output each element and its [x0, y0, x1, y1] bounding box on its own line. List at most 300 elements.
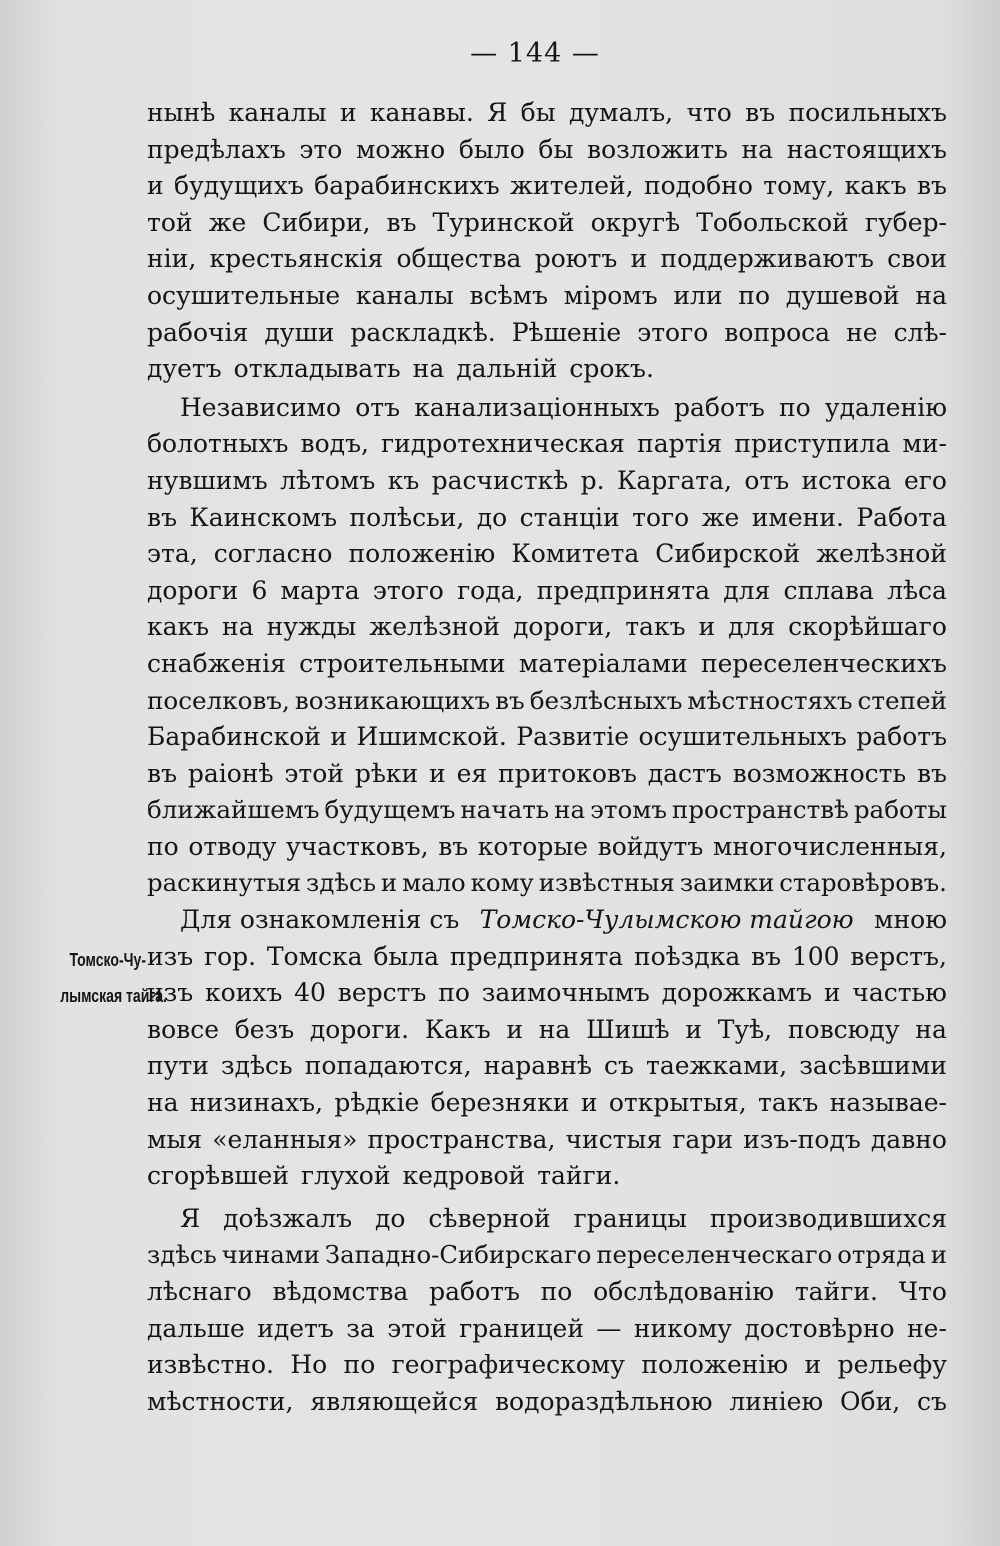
word: нынѣ: [147, 98, 216, 127]
word: мыя: [147, 1124, 203, 1154]
word: поѣздка: [633, 941, 741, 971]
text-line: [147, 646, 947, 683]
word: губер-: [864, 207, 947, 237]
text-line: [147, 719, 947, 756]
word: можно: [355, 134, 446, 164]
word: была: [373, 941, 440, 971]
word: предпринята: [449, 941, 624, 971]
word: водъ,: [300, 429, 369, 459]
word: такъ: [758, 1088, 819, 1118]
word: вовсе: [147, 1014, 219, 1044]
word: съ: [917, 1386, 947, 1416]
word: никому: [633, 1313, 732, 1343]
word: отводу: [188, 831, 277, 861]
word: чистыя: [565, 1124, 663, 1154]
word: за: [346, 1313, 375, 1343]
word: въ: [438, 831, 469, 861]
text-line: [147, 683, 947, 720]
word: для: [728, 612, 776, 642]
word: въ: [751, 941, 782, 971]
word: кедровой: [402, 1161, 526, 1191]
word: отъ: [355, 392, 401, 422]
word: по: [738, 280, 771, 310]
word: съ: [604, 1051, 634, 1081]
word: возможность: [732, 758, 907, 788]
word: на: [554, 795, 586, 825]
word: же: [701, 502, 740, 532]
text-line: [147, 463, 947, 500]
word: таежками,: [646, 1051, 788, 1081]
word: нувшимъ: [147, 465, 268, 495]
word: той: [147, 207, 193, 237]
text-line: [147, 390, 947, 427]
word: границы: [573, 1203, 687, 1233]
word: идетъ: [257, 1313, 334, 1343]
margin-note-line: лымская тайга.: [60, 986, 167, 1006]
word: этого: [372, 575, 444, 605]
word: до: [374, 1203, 406, 1233]
word: границей: [459, 1313, 585, 1343]
text-line: [147, 1384, 947, 1421]
word: производившихся: [709, 1203, 947, 1233]
word: поселковъ,: [147, 685, 290, 715]
text-line: [147, 829, 947, 866]
word: Сибирской: [655, 539, 801, 569]
word: многочисленныя,: [712, 831, 947, 861]
word: изъ-подъ: [743, 1124, 861, 1154]
text-line: [147, 573, 947, 610]
page-number: — 144 —: [470, 38, 600, 69]
word: низинахъ,: [189, 1088, 324, 1118]
word: Томска: [266, 941, 363, 971]
word: извѣстно.: [147, 1350, 274, 1380]
word: это: [299, 134, 343, 164]
word: души: [264, 317, 335, 347]
word: его: [903, 465, 947, 495]
word: болотныхъ: [147, 429, 289, 459]
word: переселенческихъ: [700, 648, 947, 678]
word: на: [412, 354, 445, 384]
word: Рѣшеніе: [511, 317, 622, 347]
word: отъ: [744, 465, 790, 495]
word: Развитіе: [516, 722, 630, 752]
word: лѣснаго: [147, 1277, 252, 1306]
word: р.: [580, 465, 605, 495]
word: здѣсь: [147, 1240, 217, 1270]
word: партія: [637, 429, 723, 459]
word: дальше: [147, 1313, 245, 1343]
text-line: [147, 1274, 947, 1311]
word: осушительные: [147, 280, 341, 310]
word: въ: [916, 171, 947, 201]
word: дастъ: [647, 758, 722, 788]
word: сгорѣвшей: [147, 1161, 290, 1191]
word: и: [698, 612, 716, 642]
word: въ: [745, 98, 776, 127]
word: до: [476, 502, 508, 532]
word: начать: [460, 795, 550, 825]
text-line: [147, 426, 947, 463]
word: въ: [147, 758, 177, 788]
word: верстъ: [337, 978, 427, 1008]
body-text: [147, 95, 947, 1420]
word: міромъ: [563, 280, 658, 310]
word: дороги: [147, 575, 239, 605]
word: Но: [290, 1350, 328, 1380]
word: бы: [520, 98, 556, 127]
word: Тобольской: [696, 207, 849, 237]
word: посильныхъ: [788, 98, 947, 127]
word: кому: [470, 868, 534, 898]
word: линіею: [729, 1386, 824, 1416]
word: степей: [857, 685, 947, 715]
word: —: [596, 1313, 622, 1343]
text-line: [147, 1012, 947, 1049]
word: крестьянскія: [209, 244, 384, 274]
word: жителей,: [510, 171, 634, 201]
word: округѣ: [590, 207, 681, 237]
word: работъ: [429, 1277, 520, 1306]
word: являющейся: [310, 1386, 479, 1416]
word: 100: [791, 941, 840, 971]
margin-note-line: Томско-Чу-: [69, 950, 146, 970]
word: каналы: [228, 98, 327, 127]
word: работъ: [674, 392, 765, 422]
word: здѣсь: [220, 1051, 293, 1081]
word: приступила: [734, 429, 891, 459]
word: по: [147, 831, 179, 861]
text-line: [147, 1201, 947, 1238]
word: не-: [907, 1313, 947, 1343]
word: для: [723, 575, 771, 605]
word: Шишѣ: [586, 1014, 670, 1044]
word: вопроса: [724, 317, 831, 347]
word: старовѣровъ.: [779, 868, 947, 898]
word: будущемъ: [324, 795, 456, 825]
word: 40: [294, 978, 326, 1008]
word: водораздѣльною: [494, 1386, 713, 1416]
word: пути: [147, 1051, 209, 1081]
word: имени.: [751, 502, 844, 532]
word: что: [686, 98, 732, 127]
word: Что: [898, 1277, 947, 1306]
text-line: [147, 315, 947, 352]
word: Работа: [856, 502, 947, 532]
word: пространства,: [367, 1124, 556, 1154]
word: рабочія: [147, 317, 249, 347]
word: дороги,: [513, 612, 613, 642]
word: сѣверной: [428, 1203, 551, 1233]
text-line: [147, 500, 947, 537]
word: частью: [852, 978, 947, 1008]
word: положенію: [641, 1350, 789, 1380]
word: дороги.: [309, 1014, 410, 1044]
word: здѣсь: [306, 868, 376, 898]
word: того: [632, 502, 690, 532]
word: березняки: [430, 1088, 570, 1118]
word: глухой: [301, 1161, 391, 1191]
word: давно: [870, 1124, 947, 1154]
word: матеріалами: [518, 648, 688, 678]
word: общества: [396, 244, 522, 274]
word: предпринята: [536, 575, 711, 605]
word: ближайшемъ: [147, 795, 320, 825]
word: вѣдомства: [272, 1277, 409, 1306]
word: снабженія: [147, 648, 286, 678]
word: раскладкѣ.: [350, 317, 496, 347]
word: истока: [801, 465, 892, 495]
text-line: [147, 1311, 947, 1348]
text-line: [147, 792, 947, 829]
word: работы: [853, 795, 947, 825]
word: въ: [495, 685, 525, 715]
word: и: [380, 868, 398, 898]
text-line: [147, 168, 947, 205]
word: переселенческаго: [596, 1240, 833, 1270]
word: и: [330, 722, 347, 752]
word: Я: [487, 98, 508, 127]
word: лѣтомъ: [280, 465, 376, 495]
word: и: [506, 1014, 524, 1044]
word: положенію: [348, 539, 496, 569]
word: на: [741, 134, 774, 164]
italic-term: Томско-Чулымскою тайгою: [479, 905, 854, 935]
word: этого: [637, 317, 709, 347]
word: называе-: [829, 1088, 947, 1118]
word: Комитета: [511, 539, 640, 569]
word: срокъ.: [569, 354, 654, 384]
word: коихъ: [205, 978, 283, 1008]
word: осушительныхъ: [638, 722, 847, 752]
text-segment: мною: [874, 905, 947, 935]
word: засѣвшими: [799, 1051, 947, 1081]
word: возникающихъ: [294, 685, 491, 715]
word: пространствѣ: [671, 795, 849, 825]
text-line: [147, 609, 947, 646]
text-line: [147, 1048, 947, 1085]
word: по: [438, 978, 470, 1008]
word: безъ: [234, 1014, 295, 1044]
word: поддерживаютъ: [660, 244, 874, 274]
text-line: [147, 205, 947, 242]
word: предѣлахъ: [147, 134, 286, 164]
word: гор.: [203, 941, 257, 971]
word: обслѣдованію: [593, 1277, 775, 1306]
word: и: [685, 1014, 702, 1044]
word: дуетъ: [147, 354, 222, 384]
word: этой: [387, 1313, 447, 1343]
word: возложить: [587, 134, 728, 164]
text-line: [147, 756, 947, 793]
word: заимочнымъ: [481, 978, 650, 1008]
word: не: [846, 317, 878, 347]
word: повсюду: [787, 1014, 900, 1044]
word: Барабинской: [147, 722, 321, 752]
word: такъ: [625, 612, 686, 642]
word: марта: [280, 575, 360, 605]
word: и: [930, 1240, 947, 1270]
word: какъ: [147, 612, 210, 642]
word: верстъ,: [850, 941, 947, 971]
word: сплава: [783, 575, 874, 605]
word: всѣмъ: [469, 280, 549, 310]
word: было: [458, 134, 525, 164]
word: Каргата,: [616, 465, 732, 495]
word: на: [538, 1014, 571, 1044]
word: раіонѣ: [187, 758, 274, 788]
word: роютъ: [534, 244, 618, 274]
text-line: [147, 241, 947, 278]
word: станціи: [519, 502, 620, 532]
text-line: [147, 1158, 947, 1195]
word: въ: [386, 207, 417, 237]
word: дальній: [456, 354, 558, 384]
word: настоящихъ: [786, 134, 947, 164]
word: которые: [477, 831, 589, 861]
word: Ишимской.: [356, 722, 507, 752]
word: Туѣ,: [717, 1014, 773, 1044]
word: или: [673, 280, 723, 310]
word: и: [580, 1088, 598, 1118]
word: и: [823, 978, 841, 1008]
word: откладывать: [233, 354, 401, 384]
word: эта,: [147, 539, 198, 569]
word: дорожкамъ: [661, 978, 813, 1008]
text-line: [147, 278, 947, 315]
word: и: [630, 244, 648, 274]
text-line: [147, 351, 947, 388]
word: каналы: [355, 280, 454, 310]
word: подобно: [643, 171, 753, 201]
word: же: [208, 207, 247, 237]
word: расчисткѣ: [431, 465, 569, 495]
word: лѣса: [887, 575, 947, 605]
word: попадаются,: [304, 1051, 472, 1081]
word: Туринской: [432, 207, 575, 237]
word: въ: [147, 502, 177, 532]
text-segment: Для ознакомленія съ: [180, 905, 460, 935]
word: «еланныя»: [212, 1124, 358, 1154]
word: желѣзной: [369, 612, 501, 642]
word: какъ: [844, 171, 907, 201]
text-line: [147, 939, 947, 976]
word: въ: [916, 758, 947, 788]
word: къ: [387, 465, 420, 495]
word: желѣзной: [816, 539, 947, 569]
word: слѣ-: [893, 317, 947, 347]
word: извѣстныя: [538, 868, 675, 898]
word: и: [339, 98, 357, 127]
word: безлѣсныхъ: [529, 685, 683, 715]
word: тому,: [763, 171, 835, 201]
word: гидротехническая: [381, 429, 625, 459]
text-line: [147, 1085, 947, 1122]
word: рельефу: [837, 1350, 947, 1380]
word: Каинскомъ: [189, 502, 337, 532]
word: изъ: [147, 941, 194, 971]
word: и: [429, 758, 446, 788]
word: на: [147, 1088, 179, 1118]
word: работъ: [856, 722, 947, 752]
word: удаленію: [824, 392, 947, 422]
word: Какъ: [424, 1014, 491, 1044]
word: заимки: [679, 868, 775, 898]
word: на: [915, 280, 947, 310]
word: 6: [251, 575, 268, 605]
word: рѣдкіе: [334, 1088, 420, 1118]
word: мало: [402, 868, 466, 898]
word: войдутъ: [597, 831, 704, 861]
word: этомъ: [590, 795, 667, 825]
word: душевой: [785, 280, 900, 310]
word: скорѣйшаго: [788, 612, 947, 642]
word: строительными: [299, 648, 506, 678]
word: на: [915, 1014, 947, 1044]
word: и: [147, 171, 164, 201]
margin-note: [60, 942, 167, 1014]
word: ми-: [902, 429, 947, 459]
word: участковъ,: [286, 831, 429, 861]
word: по: [343, 1350, 376, 1380]
word: Независимо: [180, 392, 342, 422]
text-line: [147, 902, 947, 939]
text-line: [147, 95, 947, 132]
word: раскинутыя: [147, 868, 302, 898]
word: барабинскихъ: [314, 171, 500, 201]
word: открытыя,: [608, 1088, 747, 1118]
word: чинами: [221, 1240, 320, 1270]
word: достовѣрно: [744, 1313, 895, 1343]
word: доѣзжалъ: [223, 1203, 353, 1233]
text-line: [147, 865, 947, 902]
word: географическому: [391, 1350, 625, 1380]
text-line: [147, 975, 947, 1012]
word: отряда: [837, 1240, 926, 1270]
word: гари: [672, 1124, 733, 1154]
text-line: [147, 1122, 947, 1159]
word: наравнѣ: [483, 1051, 592, 1081]
text-line: [147, 536, 947, 573]
word: думалъ,: [568, 98, 674, 127]
word: согласно: [213, 539, 333, 569]
word: канализаціонныхъ: [414, 392, 660, 422]
text-line: [147, 132, 947, 169]
word: полѣсьи,: [349, 502, 465, 532]
word: мѣстности,: [147, 1386, 294, 1416]
word: свои: [887, 244, 947, 274]
word: ніи,: [147, 244, 197, 274]
word: на: [222, 612, 254, 642]
word: Я: [180, 1203, 201, 1233]
word: Оби,: [840, 1386, 901, 1416]
word: ея: [456, 758, 488, 788]
word: мѣстностяхъ: [687, 685, 853, 715]
text-line: [147, 1237, 947, 1274]
word: по: [540, 1277, 573, 1306]
word: тайги.: [794, 1277, 878, 1306]
text-line: [147, 1347, 947, 1384]
word: рѣки: [354, 758, 419, 788]
word: Сибири,: [262, 207, 371, 237]
word: притоковъ: [498, 758, 637, 788]
word: этой: [284, 758, 344, 788]
word: и: [804, 1350, 822, 1380]
word: будущихъ: [174, 171, 304, 201]
word: изъ: [147, 978, 194, 1008]
word: Западно-Сибирскаго: [324, 1240, 592, 1270]
word: по: [778, 392, 811, 422]
word: бы: [538, 134, 574, 164]
